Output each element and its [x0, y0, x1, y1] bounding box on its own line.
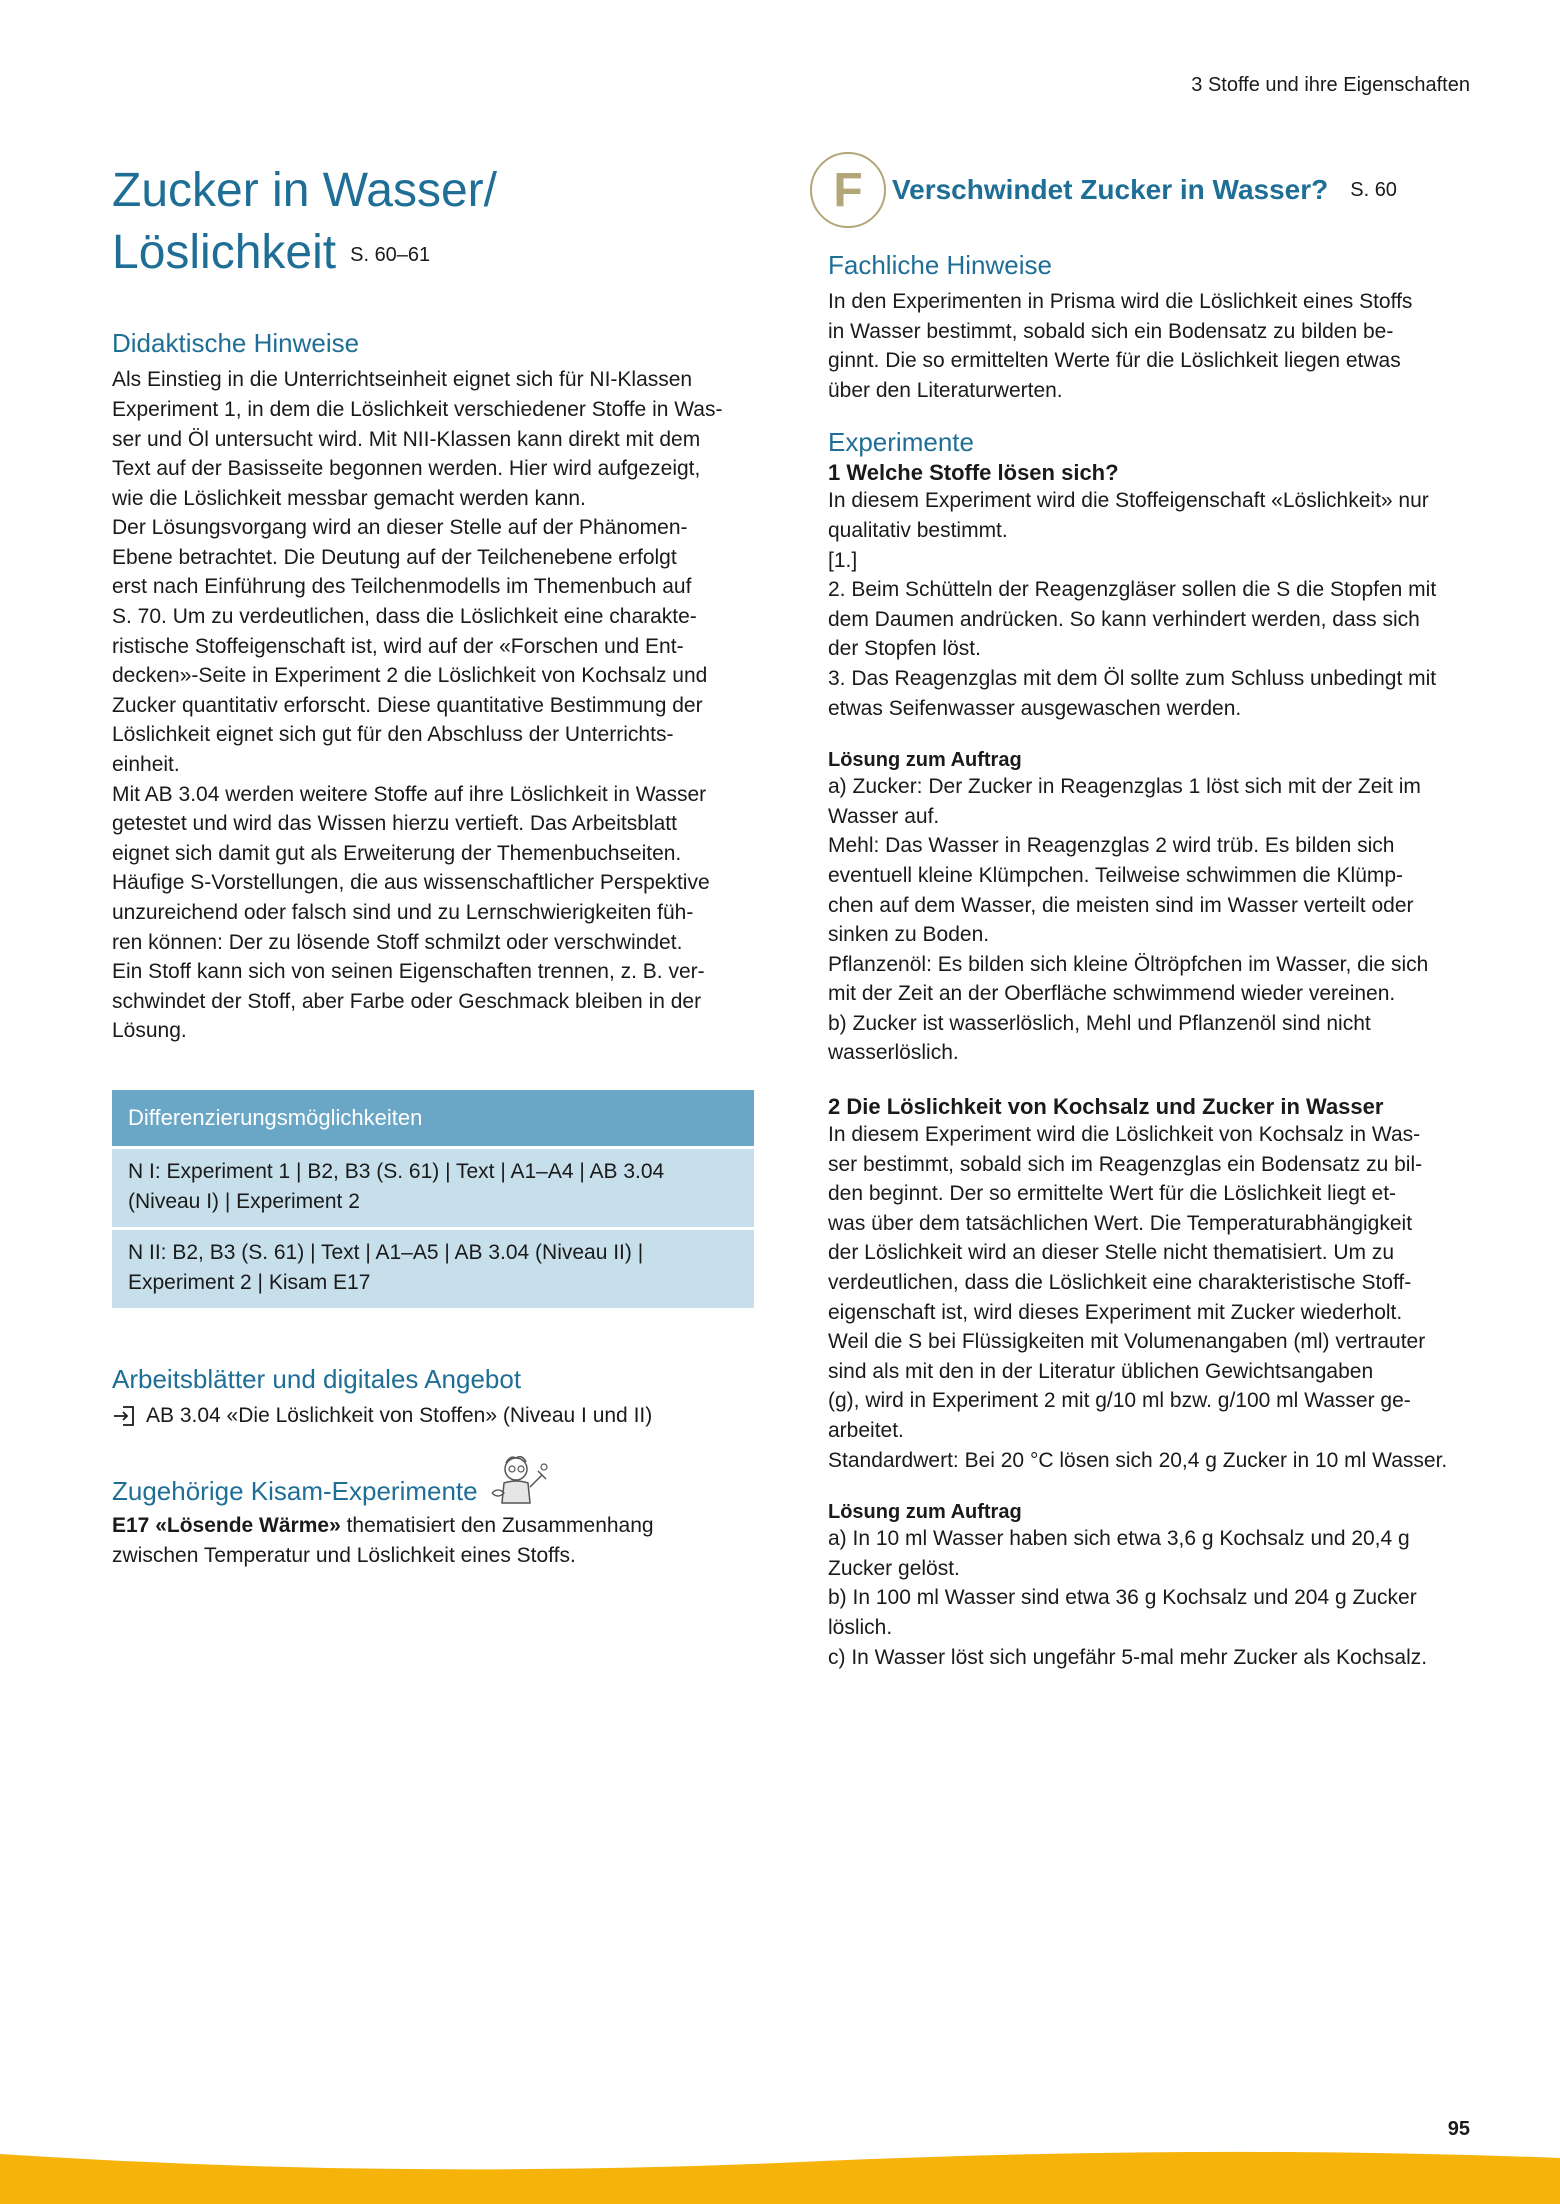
- text-line: ser und Öl untersucht wird. Mit NII-Klassen kann direkt mit dem: [112, 427, 701, 451]
- text-line: erst nach Einführung des Teilchenmodells im Themenbuch auf: [112, 575, 692, 599]
- experiment-2-text: [828, 1120, 1473, 1475]
- page-number: 95: [1447, 2118, 1470, 2140]
- experimente-heading: Experimente: [828, 427, 974, 458]
- text-line: über den Literaturwerten.: [828, 378, 1063, 402]
- fachliche-heading: Fachliche Hinweise: [828, 250, 1052, 280]
- didaktik-text: [112, 365, 754, 1046]
- f-badge-icon: F: [810, 152, 886, 228]
- title-line-2: Löslichkeit: [112, 226, 337, 279]
- bottom-wave-band: [0, 2140, 1560, 2204]
- text-line: Als Einstieg in die Unterrichtseinheit eignet sich für NI-Klassen: [112, 368, 693, 392]
- text-line: eventuell kleine Klümpchen. Teilweise schwimmen die Klümp-: [828, 863, 1404, 887]
- text-line: N I: Experiment 1 | B2, B3 (S. 61) | Text | A1–A4 | AB 3.04: [128, 1159, 665, 1183]
- text-line: der Stopfen löst.: [828, 637, 981, 661]
- text-line: b) Zucker ist wasserlöslich, Mehl und Pflanzenöl sind nicht: [828, 1011, 1371, 1035]
- text-line: arbeitet.: [828, 1419, 904, 1442]
- title-page-ref: S. 60–61: [350, 244, 431, 267]
- text-line: (Niveau I) | Experiment 2: [128, 1189, 360, 1213]
- text-line: eigenschaft ist, wird dieses Experiment mit Zucker wiederholt.: [828, 1300, 1403, 1324]
- kisam-text: [112, 1511, 754, 1570]
- text-line: Mit AB 3.04 werden weitere Stoffe auf ihre Löslichkeit in Wasser: [112, 782, 707, 806]
- text-line: ser bestimmt, sobald sich im Reagenzglas ein Bodensatz zu bil-: [828, 1152, 1423, 1176]
- experiment-2-solution-heading: Lösung zum Auftrag: [828, 1501, 1022, 1524]
- text-line: Pflanzenöl: Es bilden sich kleine Öltröpfchen im Wasser, die sich: [828, 952, 1429, 976]
- text-line: 2. Beim Schütteln der Reagenzgläser sollen die S die Stopfen mit: [828, 578, 1437, 602]
- text-line: qualitativ bestimmt.: [828, 518, 1008, 542]
- text-line: Ein Stoff kann sich von seinen Eigenschaften trennen, z. B. ver-: [112, 960, 705, 984]
- experiment-1-title: 1 Welche Stoffe lösen sich?: [828, 460, 1119, 486]
- text-line: chen auf dem Wasser, die meisten sind im Wasser verteilt oder: [828, 893, 1414, 917]
- text-line: S. 70. Um zu verdeutlichen, dass die Löslichkeit eine charakte-: [112, 605, 697, 629]
- text-line: Lösung.: [112, 1019, 187, 1043]
- kisam-description: thematisiert den Zusammenhang: [340, 1513, 654, 1537]
- text-line: was über dem tatsächlichen Wert. Die Temperaturabhängigkeit: [828, 1211, 1413, 1235]
- arbeitsblaetter-heading: Arbeitsblätter und digitales Angebot: [112, 1363, 522, 1394]
- worksheet-label: AB 3.04 «Die Löslichkeit von Stoffen» (Niveau I und II): [146, 1403, 653, 1427]
- text-line: In diesem Experiment wird die Stoffeigenschaft «Löslichkeit» nur: [828, 489, 1429, 513]
- text-line: Häufige S-Vorstellungen, die aus wissenschaftlicher Perspektive: [112, 871, 710, 895]
- text-line: In den Experimenten in Prisma wird die Löslichkeit eines Stoffs: [828, 290, 1413, 313]
- text-line: sind als mit den in der Literatur üblichen Gewichtsangaben: [828, 1359, 1374, 1383]
- text-line: unzureichend oder falsch sind und zu Lernschwierigkeiten füh-: [112, 901, 694, 924]
- text-line: der Löslichkeit wird an dieser Stelle nicht thematisiert. Um zu: [828, 1241, 1395, 1265]
- kisam-heading: Zugehörige Kisam-Experimente: [112, 1475, 478, 1506]
- text-line: [112, 1511, 754, 1541]
- text-line: ren können: Der zu lösende Stoff schmilzt oder verschwindet.: [112, 930, 683, 954]
- text-line: c) In Wasser löst sich ungefähr 5-mal mehr Zucker als Kochsalz.: [828, 1645, 1428, 1669]
- text-line: verdeutlichen, dass die Löslichkeit eine charakteristische Stoff-: [828, 1271, 1412, 1295]
- text-line: Text auf der Basisseite begonnen werden. Hier wird aufgezeigt,: [112, 457, 701, 481]
- kisam-header: [112, 1453, 754, 1507]
- text-line: getestet und wird das Wissen hierzu vertieft. Das Arbeitsblatt: [112, 812, 677, 836]
- section-page-ref: S. 60: [1350, 178, 1397, 201]
- text-line: b) In 100 ml Wasser sind etwa 36 g Kochsalz und 204 g Zucker: [828, 1586, 1417, 1610]
- fachliche-text: [828, 287, 1473, 405]
- text-line: löslich.: [828, 1615, 893, 1639]
- text-line: Wasser auf.: [828, 804, 940, 828]
- experiment-1-solution-text: [828, 772, 1473, 1068]
- section-header: [810, 152, 1473, 228]
- running-head: 3 Stoffe und ihre Eigenschaften: [1191, 74, 1470, 96]
- worksheet-arrow-icon: [112, 1405, 136, 1427]
- text-line: Experiment 1, in dem die Löslichkeit verschiedener Stoffe in Was-: [112, 397, 723, 421]
- text-line: Weil die S bei Flüssigkeiten mit Volumenangaben (ml) vertrauter: [828, 1330, 1426, 1354]
- text-line: Zucker gelöst.: [828, 1556, 960, 1580]
- differentiation-box: [112, 1090, 754, 1308]
- text-line: decken»-Seite in Experiment 2 die Löslichkeit von Kochsalz und: [112, 664, 708, 688]
- text-line: Experiment 2 | Kisam E17: [128, 1270, 371, 1294]
- text-line: [1.]: [828, 548, 858, 572]
- experiment-2-title: 2 Die Löslichkeit von Kochsalz und Zucker in Wasser: [828, 1094, 1384, 1120]
- text-line: einheit.: [112, 753, 180, 777]
- experiment-2-solution-text: [828, 1524, 1473, 1672]
- text-line: a) Zucker: Der Zucker in Reagenzglas 1 löst sich mit der Zeit im: [828, 775, 1421, 799]
- text-line: eignet sich damit gut als Erweiterung der Themenbuchseiten.: [112, 841, 682, 865]
- text-line: N II: B2, B3 (S. 61) | Text | A1–A5 | AB 3.04 (Niveau II) |: [128, 1240, 644, 1264]
- text-line: Zucker quantitativ erforscht. Diese quantitative Bestimmung der: [112, 693, 703, 717]
- text-line: (g), wird in Experiment 2 mit g/10 ml bzw. g/100 ml Wasser ge-: [828, 1389, 1411, 1413]
- text-line: in Wasser bestimmt, sobald sich ein Bodensatz zu bilden be-: [828, 319, 1394, 343]
- text-line: a) In 10 ml Wasser haben sich etwa 3,6 g Kochsalz und 20,4 g: [828, 1527, 1410, 1551]
- worksheet-link[interactable]: [112, 1401, 754, 1431]
- experiment-1-text: [828, 486, 1473, 723]
- text-line: Löslichkeit eignet sich gut für den Abschluss der Unterrichts-: [112, 723, 674, 747]
- differentiation-row-n1: [112, 1149, 754, 1227]
- text-line: wasserlöslich.: [828, 1041, 959, 1065]
- page-title: [112, 160, 754, 286]
- text-line: ginnt. Die so ermittelten Werte für die Löslichkeit liegen etwas: [828, 349, 1401, 373]
- kisam-experiment-name: E17 «Lösende Wärme»: [112, 1513, 341, 1537]
- text-line: mit der Zeit an der Oberfläche schwimmend wieder vereinen.: [828, 982, 1396, 1006]
- section-title: Verschwindet Zucker in Wasser?: [892, 174, 1329, 205]
- text-line: 3. Das Reagenzglas mit dem Öl sollte zum Schluss unbedingt mit: [828, 666, 1437, 690]
- text-line: den beginnt. Der so ermittelte Wert für die Löslichkeit liegt et-: [828, 1182, 1397, 1206]
- text-line: wie die Löslichkeit messbar gemacht werden kann.: [112, 486, 586, 510]
- text-line: In diesem Experiment wird die Löslichkeit von Kochsalz in Was-: [828, 1123, 1421, 1147]
- kisam-scientist-icon: [484, 1453, 554, 1511]
- text-line: Mehl: Das Wasser in Reagenzglas 2 wird trüb. Es bilden sich: [828, 834, 1395, 858]
- title-line-1: Zucker in Wasser/: [112, 164, 497, 217]
- text-line: dem Daumen andrücken. So kann verhindert werden, dass sich: [828, 607, 1420, 631]
- didaktik-heading: Didaktische Hinweise: [112, 328, 360, 359]
- text-line: Der Lösungsvorgang wird an dieser Stelle auf der Phänomen-: [112, 516, 688, 540]
- right-column: [828, 152, 1473, 1672]
- text-line: etwas Seifenwasser ausgewaschen werden.: [828, 696, 1242, 720]
- text-line: Standardwert: Bei 20 °C lösen sich 20,4 g Zucker in 10 ml Wasser.: [828, 1448, 1448, 1472]
- text-line: Ebene betrachtet. Die Deutung auf der Teilchenebene erfolgt: [112, 545, 677, 569]
- differentiation-heading: Differenzierungsmöglichkeiten: [112, 1090, 754, 1146]
- text-line: schwindet der Stoff, aber Farbe oder Geschmack bleiben in der: [112, 989, 702, 1013]
- left-column: [112, 160, 754, 1570]
- text-line: sinken zu Boden.: [828, 923, 990, 947]
- text-line: zwischen Temperatur und Löslichkeit eines Stoffs.: [112, 1543, 576, 1567]
- experiment-1-solution-heading: Lösung zum Auftrag: [828, 749, 1022, 772]
- differentiation-row-n2: [112, 1230, 754, 1308]
- text-line: ristische Stoffeigenschaft ist, wird auf der «Forschen und Ent-: [112, 634, 684, 658]
